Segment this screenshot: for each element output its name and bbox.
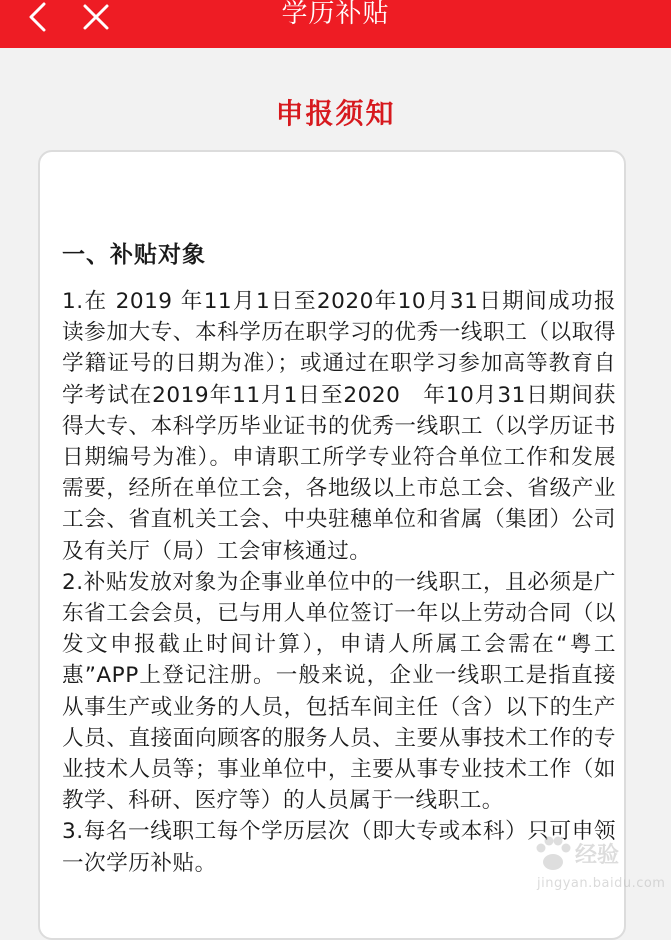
paragraph-2: 2.补贴发放对象为企事业单位中的一线职工，且必须是广东省工会会员，已与用人单位签订一年以上劳动合同（以发文申报截止时间计算），申请人所属工会需在“粤工惠”APP上登记注册。一般来说，企业一线职工是指直接从事生产或业务的人员，包括车间主任（含）以下的生产人员、直接面向顾客的服务人员、主要从事技术工作的专业技术人员等；事业单位中，主要从事专业技术工作（如教学、科研、医疗等）的人员属于一线职工。 — [62, 567, 616, 817]
watermark-url: jingyan.baidu.com — [537, 876, 665, 891]
page-title: 申报须知 — [0, 92, 671, 132]
watermark — [527, 830, 657, 900]
paragraph-1: 1.在 2019 年11月1日至2020年10月31日期间成功报读参加大专、本科学历在职学习的优秀一线职工（以取得学籍证号的日期为准）；或通过在职学习参加高等教育自学考试在2019年11月1日至2020 年10月31日期间获得大专、本科学历毕业证书的优秀一线职工（以学历证书日期编号为准）。申请职工所学专业符合单位工作和发展需要，经所在单位工会，各地级以上市总工会、省级产业工会、省直机关工会、中央驻穗单位和省属（集团）公司及有关厅（局）工会审核通过。 — [62, 286, 616, 567]
watermark-text: 经验 — [575, 838, 619, 869]
paw-logo-icon — [531, 832, 575, 876]
section-title: 一、补贴对象 — [62, 236, 206, 269]
header-title: 学历补贴 — [0, 0, 671, 34]
app-header — [0, 0, 671, 48]
notice-body — [62, 286, 616, 879]
paragraph-3: 3.每名一线职工每个学历层次（即大专或本科）只可申领一次学历补贴。 — [62, 816, 616, 878]
